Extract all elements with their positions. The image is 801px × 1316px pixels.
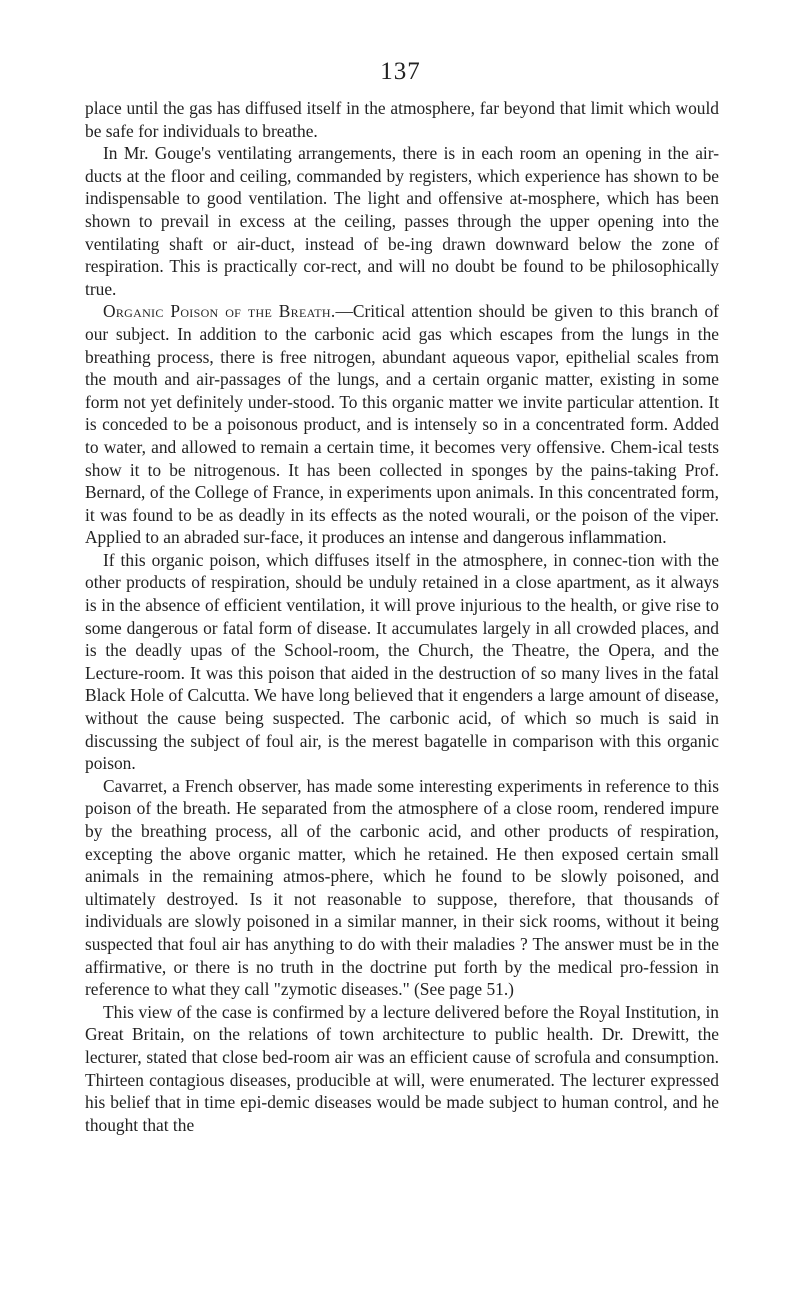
paragraph-4: If this organic poison, which diffuses itself in the atmosphere, in connec-tion with the other products of respiration, should be unduly retained in a close apartment, as it always is in the absence of efficient ventilation, it will prove injurious to the health, or give rise to some dangerous or fatal form of disease. It accumulates largely in all crowded places, and is the deadly upas of the School-room, the Church, the Theatre, the Opera, and the Lecture-room. It was this poison that aided in the destruction of so many lives in the fatal Black Hole of Calcutta. We have long believed that it engenders a large amount of disease, without the cause being suspected. The carbonic acid, of which so much is said in discussing the subject of foul air, is the merest bagatelle in comparison with this organic poison.: [85, 549, 719, 774]
page-number: 137: [380, 58, 421, 85]
paragraph-3: [85, 300, 719, 549]
body-text: [85, 97, 719, 1136]
paragraph-6: This view of the case is confirmed by a lecture delivered before the Royal Institution, in Great Britain, on the relations of town architecture to public health. Dr. Drewitt, the lecturer, stated that close bed-room air was an efficient cause of scrofula and consumption. Thirteen contagious diseases, producible at will, were enumerated. The lecturer expressed his belief that in time epi-demic diseases would be made subject to human control, and he thought that the: [85, 1001, 719, 1135]
paragraph-2: In Mr. Gouge's ventilating arrangements, there is in each room an opening in the air-ducts at the floor and ceiling, commanded by registers, which experience has shown to be indispensable to good ventilation. The light and offensive at-mosphere, which has been shown to prevail in excess at the ceiling, passes through the upper opening into the ventilating shaft or air-duct, instead of be-ing drawn downward below the zone of respiration. This is practically cor-rect, and will no doubt be found to be philosophically true.: [85, 143, 719, 299]
paragraph-1: place until the gas has diffused itself in the atmosphere, far beyond that limit which would be safe for individuals to breathe.: [85, 98, 719, 141]
paragraph-5: Cavarret, a French observer, has made some interesting experiments in reference to this poison of the breath. He separated from the atmosphere of a close room, rendered impure by the breathing process, all of the carbonic acid, and other products of respiration, excepting the above organic matter, which he retained. He then exposed certain small animals in the remaining atmos-phere, which he found to be slowly poisoned, and ultimately destroyed. Is it not reasonable to suppose, therefore, that thousands of individuals are slowly poisoned in a similar manner, in their sick rooms, without it being suspected that foul air has anything to do with their maladies ? The answer must be in the affirmative, or there is no truth in the doctrine put forth by the medical pro-fession in reference to what they call "zymotic diseases." (See page 51.): [85, 775, 719, 1000]
section-heading-organic-poison: Organic Poison of the Breath.: [103, 301, 336, 322]
paragraph-3-text: —Critical attention should be given to this branch of our subject. In addition to the carbonic acid gas which escapes from the lungs in the breathing process, there is free nitrogen, abundant aqueous vapor, epithelial scales from the mouth and air-passages of the lungs, and a certain organic matter, existing in some form not yet definitely under-stood. To this organic matter we invite particular attention. It is conceded to be a poisonous product, and is intensely so in a concentrated form. Added to water, and allowed to remain a certain time, it becomes very offensive. Chem-ical tests show it to be nitrogenous. It has been collected in sponges by the pains-taking Prof. Bernard, of the College of France, in experiments upon animals. In this concentrated form, it was found to be as deadly in its effects as the noted wourali, or the poison of the viper. Applied to an abraded sur-face, it produces an intense and dangerous inflammation.: [85, 301, 719, 548]
